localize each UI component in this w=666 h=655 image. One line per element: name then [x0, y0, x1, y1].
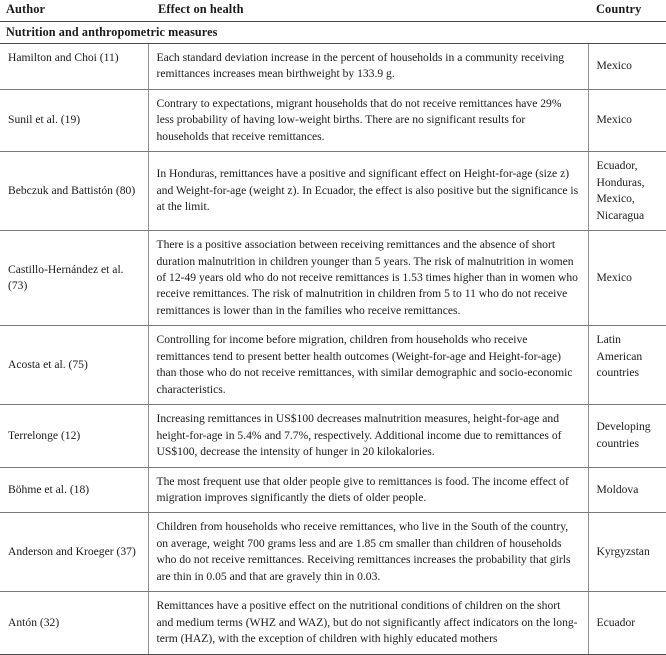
cell-effect: In Honduras, remittances have a positive and significant effect on Height-for-age (size z) and Weight-for-age (weight z). In Ecuador, the effect is also positive but the significance is at the limit.: [148, 152, 588, 231]
cell-effect: Contrary to expectations, migrant households that do not receive remittances have 29% less probability of having low-weight births. There are no significant results for households that receive remittances.: [148, 89, 588, 151]
cell-author: Terrelonge (12): [0, 405, 148, 467]
table-row: [0, 467, 666, 513]
cell-country: Mexico: [588, 44, 666, 90]
table-header-row: [0, 0, 666, 22]
cell-author: Antón (32): [0, 592, 148, 654]
table-row: [0, 231, 666, 326]
column-header-country: Country: [588, 0, 666, 22]
cell-effect: The most frequent use that older people give to remittances is food. The income effect of migration improves significantly the diets of older people.: [148, 467, 588, 513]
cell-author: Bebczuk and Battistón (80): [0, 152, 148, 231]
cell-author: Castillo-Hernández et al. (73): [0, 231, 148, 326]
cell-author: Anderson and Kroeger (37): [0, 513, 148, 592]
cell-effect: Each standard deviation increase in the percent of households in a community receiving remittances increases mean birthweight by 133.9 g.: [148, 44, 588, 90]
cell-country: Moldova: [588, 467, 666, 513]
cell-effect: Remittances have a positive effect on the nutritional conditions of children on the short and medium terms (WHZ and WAZ), but do not significantly affect indicators on the long-term (HAZ), with the exception of children with highly educated mothers: [148, 592, 588, 654]
cell-author: Sunil et al. (19): [0, 89, 148, 151]
table-row: [0, 513, 666, 592]
cell-country: Ecuador, Honduras, Mexico, Nicaragua: [588, 152, 666, 231]
cell-country: Developing countries: [588, 405, 666, 467]
cell-effect: Children from households who receive remittances, who live in the South of the country, on average, weight 700 grams less and are 1.85 cm smaller than children of households who do not receive remittances. Receiving remittances increases the probability that girls are thin in 0.05 and that are gravely thin in 0.03.: [148, 513, 588, 592]
table-row: [0, 592, 666, 654]
cell-author: Hamilton and Choi (11): [0, 44, 148, 90]
section-title: Nutrition and anthropometric measures: [0, 22, 666, 44]
cell-country: Ecuador: [588, 592, 666, 654]
cell-effect: Controlling for income before migration, children from households who receive remittances tend to present better health outcomes (Weight-for-age and Height-for-age) than those who do not receive remittances, with similar demographic and socio-economic characteristics.: [148, 326, 588, 405]
table-header: [0, 0, 666, 22]
cell-country: Mexico: [588, 231, 666, 326]
table-row: [0, 44, 666, 90]
column-header-effect: Effect on health: [148, 0, 588, 22]
cell-effect: Increasing remittances in US$100 decreases malnutrition measures, height-for-age and height-for-age in 5.4% and 7.7%, respectively. Additional income due to remittances of US$100, decrease the intensity of hunger in 20 kilokalories.: [148, 405, 588, 467]
table-body: [0, 22, 666, 655]
table-row: [0, 405, 666, 467]
cell-country: Latin American countries: [588, 326, 666, 405]
table-row: [0, 326, 666, 405]
cell-country: Kyrgyzstan: [588, 513, 666, 592]
cell-author: Acosta et al. (75): [0, 326, 148, 405]
table-row: [0, 89, 666, 151]
column-header-author: Author: [0, 0, 148, 22]
cell-author: Böhme et al. (18): [0, 467, 148, 513]
table-row: [0, 152, 666, 231]
cell-country: Mexico: [588, 89, 666, 151]
cell-effect: There is a positive association between receiving remittances and the absence of short duration malnutrition in children younger than 5 years. The risk of malnutrition in women of 12-49 years old who do not receive remittances is 1.53 times higher than in women who receive remittances. The risk of malnutrition in children from 5 to 11 who do not receive remittances is lower than in the families who receive remittances.: [148, 231, 588, 326]
table-section-row: [0, 22, 666, 44]
